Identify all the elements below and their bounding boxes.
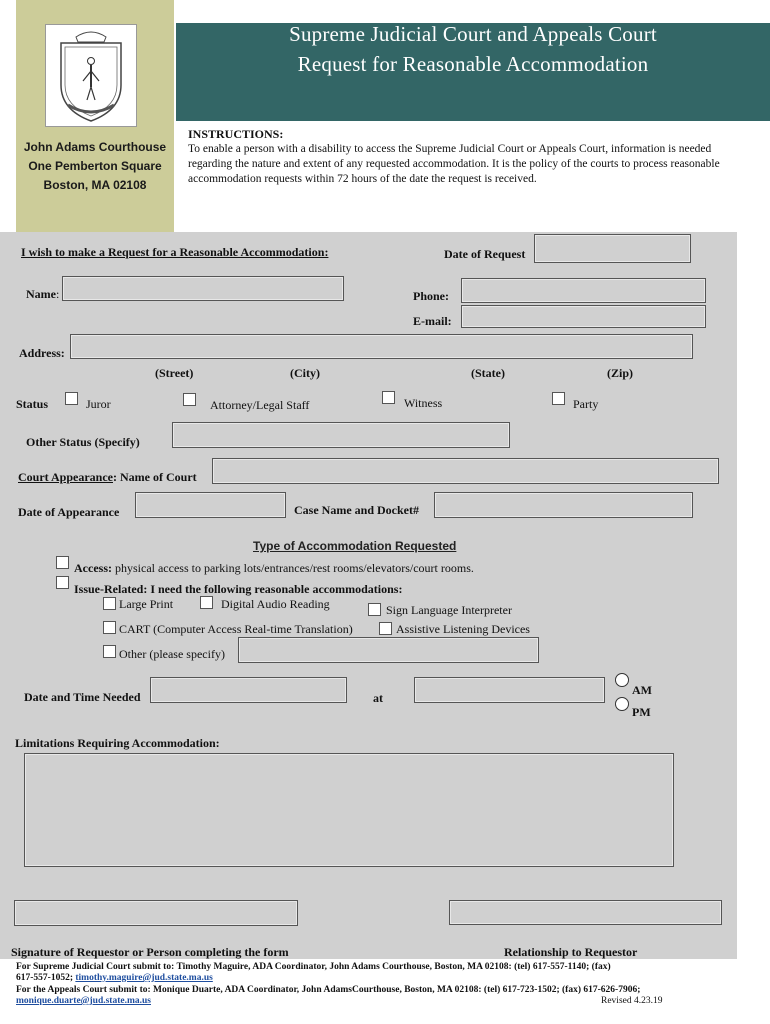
cart-checkbox[interactable] [103, 621, 116, 634]
sign-language-checkbox[interactable] [368, 603, 381, 616]
address-line-3: Boston, MA 02108 [43, 178, 147, 192]
signature-label: Signature of Requestor or Person completing the form [11, 945, 289, 959]
other-label: Other (please specify) [119, 647, 225, 661]
date-of-appearance-field[interactable] [135, 492, 286, 518]
name-of-court-field[interactable] [212, 458, 719, 484]
time-needed-field[interactable] [414, 677, 605, 703]
name-label [26, 287, 59, 302]
case-name-field[interactable] [434, 492, 693, 518]
footer-ac-line1: For the Appeals Court submit to: Monique Duarte, ADA Coordinator, John AdamsCourthouse, Boston, MA 02108: (tel) 617-723-1502; (fax) 617-626-7906; [16, 985, 641, 995]
address-field[interactable] [70, 334, 693, 359]
limitations-label: Limitations Requiring Accommodation: [15, 736, 220, 750]
juror-checkbox[interactable] [65, 392, 78, 405]
pm-radio[interactable] [615, 697, 629, 711]
address-line-1: John Adams Courthouse [23, 140, 167, 154]
court-appearance-text: Court Appearance [18, 470, 113, 484]
name-field[interactable] [62, 276, 344, 301]
name-of-court-label: Name of Court [117, 470, 197, 484]
phone-field[interactable] [461, 278, 706, 303]
access-text: physical access to parking lots/entrances/rest rooms/elevators/court rooms. [111, 561, 474, 575]
relationship-field[interactable] [449, 900, 722, 925]
large-print-label: Large Print [119, 597, 174, 611]
sjc-email-link[interactable]: timothy.maguire@jud.state.ma.us [75, 973, 213, 983]
date-of-request-label: Date of Request [444, 247, 526, 261]
date-of-appearance-label: Date of Appearance [18, 505, 120, 519]
date-time-needed-label: Date and Time Needed [24, 690, 141, 704]
party-label: Party [573, 397, 599, 411]
issue-label: Issue-Related: [74, 582, 148, 596]
street-label: (Street) [155, 366, 194, 380]
instructions-body: To enable a person with a disability to access the Supreme Judicial Court or Appeals Court, information is needed regarding the nature and extent of any requested accommodation. It is the policy of the courts to process reasonable accommodation requests within 72 hours of the date the request is received. [188, 143, 720, 185]
juror-label: Juror [86, 397, 111, 411]
witness-checkbox[interactable] [382, 391, 395, 404]
limitations-textarea[interactable] [24, 753, 674, 867]
email-field[interactable] [461, 305, 706, 328]
other-status-field[interactable] [172, 422, 510, 448]
status-label: Status [16, 397, 49, 411]
attorney-label: Attorney/Legal Staff [210, 398, 310, 412]
footer-sjc-fax: 617-557-1052; [16, 973, 76, 983]
other-specify-field[interactable] [238, 637, 539, 663]
assistive-listening-label: Assistive Listening Devices [396, 622, 530, 636]
cart-label: CART (Computer Access Real-time Translation) [119, 622, 353, 636]
page-title: Supreme Judicial Court and Appeals Court [289, 22, 657, 46]
case-name-label: Case Name and Docket# [294, 503, 419, 517]
court-appearance-colon: : [113, 470, 117, 484]
relationship-label: Relationship to Requestor [504, 945, 638, 959]
issue-text: I need the following reasonable accommodations: [147, 582, 403, 596]
digital-audio-label: Digital Audio Reading [221, 597, 330, 611]
court-appearance-label [18, 470, 197, 485]
access-label: Access: [74, 561, 112, 575]
state-label: (State) [471, 366, 505, 380]
footer-sjc-line2 [16, 973, 213, 983]
name-label-text: Name [26, 287, 56, 301]
address-line-2: One Pemberton Square [28, 159, 162, 173]
witness-label: Witness [404, 396, 443, 410]
massachusetts-seal-icon [45, 24, 137, 127]
city-label: (City) [290, 366, 320, 380]
am-label: AM [632, 683, 652, 697]
zip-label: (Zip) [607, 366, 634, 380]
large-print-checkbox[interactable] [103, 597, 116, 610]
instructions-heading: INSTRUCTIONS: [188, 127, 284, 141]
access-checkbox[interactable] [56, 556, 69, 569]
page-subtitle: Request for Reasonable Accommodation [297, 52, 649, 76]
ac-email-link[interactable]: monique.duarte@jud.state.ma.us [16, 996, 151, 1006]
other-status-label: Other Status (Specify) [26, 435, 140, 449]
footer-ac-line2 [16, 996, 151, 1006]
issue-related-checkbox[interactable] [56, 576, 69, 589]
date-of-request-field[interactable] [534, 234, 691, 263]
issue-row [74, 582, 402, 597]
attorney-checkbox[interactable] [183, 393, 196, 406]
revised-date: Revised 4.23.19 [601, 996, 663, 1006]
am-radio[interactable] [615, 673, 629, 687]
request-heading: I wish to make a Request for a Reasonable Accommodation: [21, 245, 329, 259]
name-colon: : [56, 287, 60, 301]
sign-language-label: Sign Language Interpreter [386, 603, 512, 617]
address-label: Address: [19, 346, 65, 360]
digital-audio-checkbox[interactable] [200, 596, 213, 609]
other-checkbox[interactable] [103, 645, 116, 658]
date-needed-field[interactable] [150, 677, 347, 703]
assistive-listening-checkbox[interactable] [379, 622, 392, 635]
party-checkbox[interactable] [552, 392, 565, 405]
email-label: E-mail: [413, 314, 452, 328]
signature-field[interactable] [14, 900, 298, 926]
phone-label: Phone: [413, 289, 449, 303]
pm-label: PM [632, 705, 651, 719]
type-of-accommodation-heading: Type of Accommodation Requested [253, 539, 457, 553]
access-row [74, 561, 474, 576]
footer-sjc-line1: For Supreme Judicial Court submit to: Timothy Maguire, ADA Coordinator, John Adams Courthouse, Boston, MA 02108: (tel) 617-557-1140; (fax) [16, 962, 611, 972]
at-label: at [373, 691, 383, 705]
